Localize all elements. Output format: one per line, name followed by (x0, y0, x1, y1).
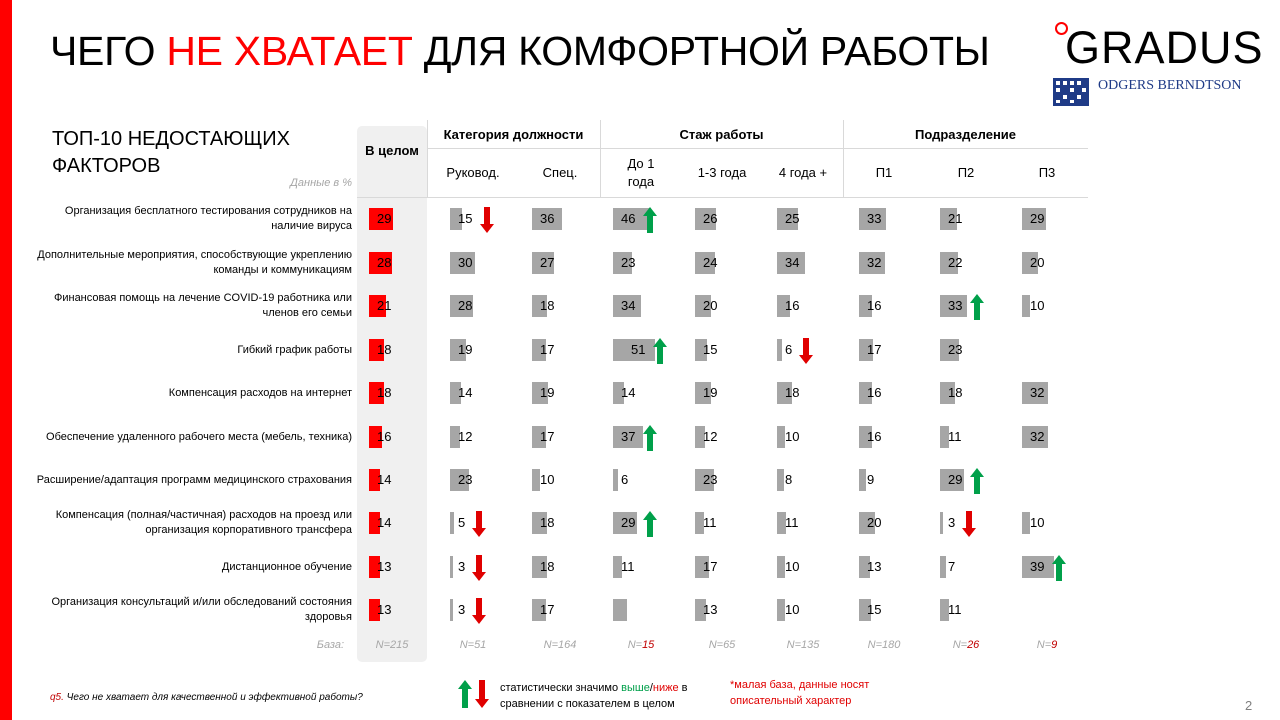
data-bar (613, 469, 618, 491)
data-bar (450, 512, 454, 534)
data-value: 20 (867, 515, 882, 530)
group-header: Подразделение (914, 127, 1017, 142)
gradus-logo: GRADUS (1065, 22, 1264, 73)
row-label (22, 378, 352, 408)
data-value: 10 (785, 429, 800, 444)
data-value: 16 (785, 298, 800, 313)
data-value: 6 (785, 342, 793, 357)
row-label (22, 422, 352, 452)
data-value: 23 (948, 342, 963, 357)
row-label-text: Расширение/адаптация программ медицинского страхования (36, 473, 352, 486)
data-value: 14 (621, 385, 636, 400)
small-base-note: *малая база, данные носят описательный характер (730, 679, 870, 707)
base-value: N=51 (459, 639, 487, 651)
base-value: N=180 (867, 639, 901, 651)
legend-arrows-icon (457, 680, 493, 708)
data-value: 39 (1030, 559, 1045, 574)
row-label-text: Финансовая помощь на лечение COVID-19 работника или членов его семьи (53, 292, 352, 319)
data-value: 16 (867, 429, 882, 444)
data-bar (777, 556, 785, 578)
arrow-up-icon (970, 468, 984, 494)
arrow-up-icon (643, 511, 657, 537)
data-value: 10 (1030, 515, 1045, 530)
data-value: 19 (540, 385, 555, 400)
arrow-up-icon (970, 294, 984, 320)
total-value: 18 (377, 342, 392, 357)
data-value: 8 (785, 472, 793, 487)
column-header: 1-3 года (697, 165, 747, 180)
data-value: 34 (785, 255, 800, 270)
total-value: 18 (377, 385, 392, 400)
data-value: 33 (948, 298, 963, 313)
data-value: 3 (458, 602, 466, 617)
row-label-text: Дополнительные мероприятия, способствующие укреплению команды и коммуникациям (37, 249, 352, 276)
total-column-background (357, 126, 427, 662)
row-label-text: Гибкий график работы (237, 343, 352, 356)
data-value: 11 (621, 559, 635, 574)
row-label (22, 508, 352, 538)
data-bar (1022, 512, 1030, 534)
data-value: 15 (867, 602, 882, 617)
data-bar (613, 599, 627, 621)
data-value: 33 (867, 211, 882, 226)
data-value: 32 (1030, 385, 1045, 400)
data-value: 10 (540, 472, 555, 487)
data-value: 18 (785, 385, 800, 400)
data-value: 3 (948, 515, 956, 530)
total-value: 14 (377, 515, 392, 530)
row-label (22, 248, 352, 278)
row-label (22, 595, 352, 625)
total-value: 29 (377, 211, 392, 226)
data-value: 18 (540, 559, 555, 574)
base-value: N=9 (1036, 639, 1058, 651)
column-header: Руковод. (446, 165, 500, 180)
arrow-down-icon (472, 511, 486, 537)
data-value: 46 (621, 211, 636, 226)
chart-subtitle: ТОП-10 НЕДОСТАЮЩИХ ФАКТОРОВ (52, 128, 290, 177)
data-value: 22 (948, 255, 963, 270)
base-value: N=135 (786, 639, 820, 651)
data-value: 30 (458, 255, 473, 270)
arrow-down-icon (799, 338, 813, 364)
row-label (22, 204, 352, 234)
data-value: 17 (540, 429, 555, 444)
data-value: 20 (703, 298, 718, 313)
data-value: 19 (458, 342, 473, 357)
data-value: 10 (1030, 298, 1045, 313)
row-label-text: Компенсация расходов на интернет (168, 386, 352, 399)
row-label-text: Дистанционное обучение (221, 560, 352, 573)
row-label-text: Организация консультаций и/или обследований состояния здоровья (51, 596, 352, 623)
data-value: 11 (785, 515, 799, 530)
data-value: 17 (540, 342, 555, 357)
row-label-text: Обеспечение удаленного рабочего места (мебель, техника) (46, 430, 352, 443)
row-label (22, 465, 352, 495)
data-value: 3 (458, 559, 466, 574)
data-bar (532, 469, 540, 491)
data-value: 19 (703, 385, 718, 400)
base-value: N=15 (627, 639, 655, 651)
data-value: 29 (621, 515, 636, 530)
data-value: 32 (1030, 429, 1045, 444)
data-value: 13 (867, 559, 882, 574)
row-label-text: Организация бесплатного тестирования сотрудников на наличие вируса (64, 205, 352, 232)
data-value: 12 (703, 429, 718, 444)
data-value: 51 (631, 342, 646, 357)
units-note: Данные в % (290, 177, 352, 189)
data-value: 32 (867, 255, 882, 270)
data-value: 11 (948, 429, 962, 444)
data-value: 36 (540, 211, 555, 226)
group-header: Стаж работы (679, 127, 764, 142)
data-value: 12 (458, 429, 473, 444)
column-header: П2 (957, 165, 975, 180)
column-header: 4 года + (778, 165, 828, 180)
total-column-header: В целом (365, 143, 419, 158)
total-value: 14 (377, 472, 392, 487)
data-bar (777, 426, 785, 448)
base-value: N=26 (952, 639, 980, 651)
row-label (22, 552, 352, 582)
data-value: 16 (867, 298, 882, 313)
data-value: 27 (540, 255, 555, 270)
data-value: 10 (785, 559, 800, 574)
column-header: П1 (875, 165, 893, 180)
data-bar (859, 469, 866, 491)
data-bar (777, 599, 785, 621)
data-value: 23 (621, 255, 636, 270)
data-value: 9 (867, 472, 875, 487)
data-value: 11 (948, 602, 962, 617)
base-label: База: (316, 639, 344, 651)
data-value: 14 (458, 385, 473, 400)
data-value: 15 (703, 342, 718, 357)
row-label (22, 291, 352, 321)
data-value: 16 (867, 385, 882, 400)
data-value: 10 (785, 602, 800, 617)
accent-bar (0, 0, 12, 720)
data-value: 18 (540, 298, 555, 313)
header-divider-bottom (357, 197, 1088, 198)
data-value: 17 (703, 559, 718, 574)
data-value: 24 (703, 255, 718, 270)
data-bar (450, 599, 453, 621)
data-value: 18 (540, 515, 555, 530)
arrow-up-icon (653, 338, 667, 364)
arrow-down-icon (472, 598, 486, 624)
arrow-up-icon (1052, 555, 1066, 581)
total-value: 16 (377, 429, 392, 444)
data-value: 29 (1030, 211, 1045, 226)
row-label-text: Компенсация (полная/частичная) расходов на проезд или организация корпоративного трансфера (55, 509, 352, 536)
total-value: 28 (377, 255, 392, 270)
legend-text: статистически значимо выше/ниже в сравнении с показателем в целом (500, 682, 688, 710)
arrow-down-icon (962, 511, 976, 537)
column-header: До 1 года (627, 156, 655, 189)
data-value: 37 (621, 429, 636, 444)
data-value: 29 (948, 472, 963, 487)
data-bar (777, 339, 782, 361)
base-value: N=65 (708, 639, 736, 651)
data-value: 28 (458, 298, 473, 313)
slide-title: ЧЕГО НЕ ХВАТАЕТ ДЛЯ КОМФОРТНОЙ РАБОТЫ (50, 28, 990, 74)
data-value: 25 (785, 211, 800, 226)
base-value: N=164 (543, 639, 577, 651)
data-value: 34 (621, 298, 636, 313)
question-footnote: q5. Чего не хватает для качественной и эффективной работы? (50, 692, 363, 703)
data-value: 6 (621, 472, 629, 487)
odgers-logo-text: ODGERS BERNDTSON (1098, 78, 1242, 93)
data-value: 18 (948, 385, 963, 400)
data-value: 11 (703, 515, 717, 530)
data-bar (1022, 295, 1030, 317)
column-header: Спец. (542, 165, 578, 180)
arrow-down-icon (472, 555, 486, 581)
data-value: 21 (948, 211, 963, 226)
data-value: 7 (948, 559, 956, 574)
data-bar (940, 556, 946, 578)
row-label (22, 335, 352, 365)
data-bar (940, 512, 943, 534)
arrow-down-icon (480, 207, 494, 233)
page-number: 2 (1245, 698, 1253, 713)
data-value: 23 (458, 472, 473, 487)
arrow-up-icon (643, 207, 657, 233)
data-value: 23 (703, 472, 718, 487)
group-header: Категория должности (443, 127, 584, 142)
column-header: П3 (1038, 165, 1056, 180)
data-value: 17 (867, 342, 882, 357)
total-value: 21 (377, 298, 392, 313)
odgers-logo-icon (1053, 78, 1089, 106)
data-bar (450, 556, 453, 578)
arrow-up-icon (643, 425, 657, 451)
total-value: 13 (377, 602, 392, 617)
base-total: N=215 (375, 639, 409, 651)
data-value: 26 (703, 211, 718, 226)
header-divider-top (427, 148, 1088, 149)
data-value: 17 (540, 602, 555, 617)
data-value: 20 (1030, 255, 1045, 270)
total-value: 13 (377, 559, 392, 574)
data-value: 5 (458, 515, 466, 530)
data-value: 15 (458, 211, 473, 226)
title-highlight: НЕ ХВАТАЕТ (166, 28, 413, 74)
data-value: 13 (703, 602, 718, 617)
data-bar (777, 469, 784, 491)
